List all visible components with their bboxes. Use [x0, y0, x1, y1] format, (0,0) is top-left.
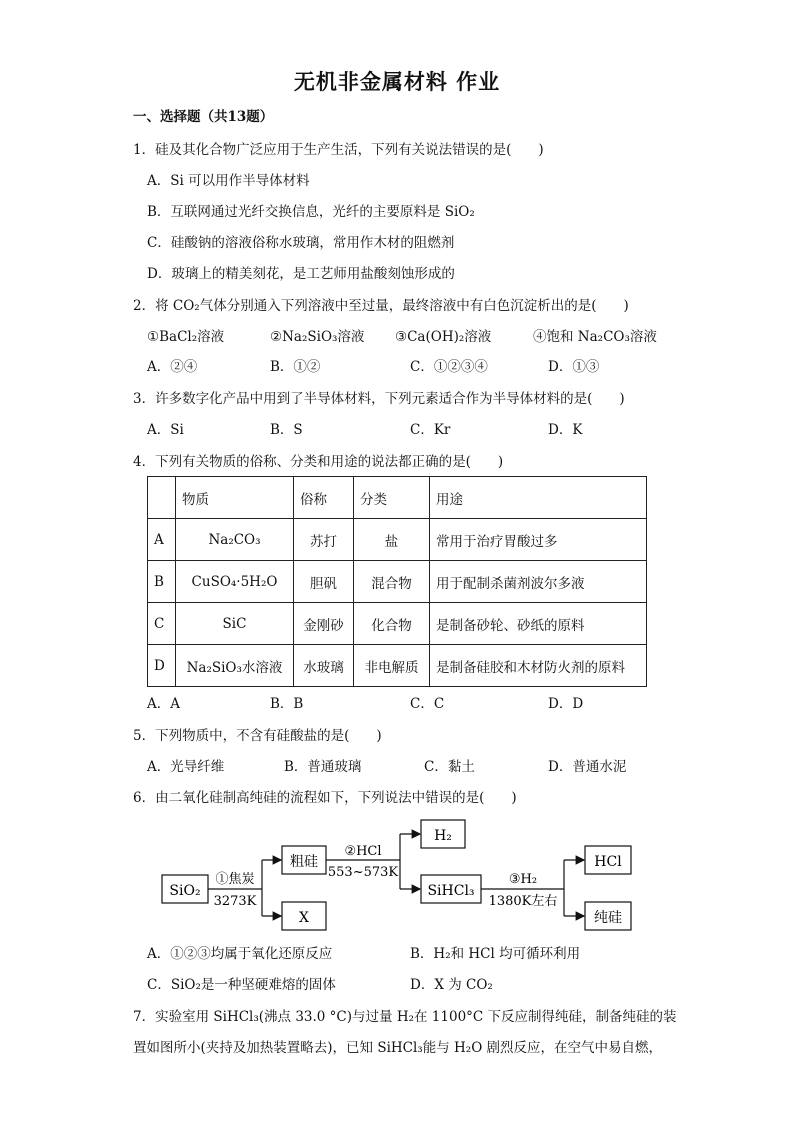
step1-condition: 3273K: [213, 894, 257, 909]
label-crude-si: 粗硅: [290, 854, 318, 870]
table-cell: 是制备硅胶和木材防火剂的原料: [430, 645, 647, 687]
table-header-cell: 用途: [430, 477, 647, 519]
label-x: X: [299, 910, 309, 926]
q5-stem: 5．下列物质中，不含有硅酸盐的是( ): [133, 728, 382, 744]
label-h2: H₂: [434, 828, 452, 844]
table-header-cell: [148, 477, 176, 519]
q2-option-b: B．①②: [270, 359, 321, 375]
label-hcl: HCl: [594, 854, 622, 870]
q2-option-d: D．①③: [548, 359, 600, 375]
q4-option-d: D．D: [548, 696, 584, 712]
table-cell: D: [148, 645, 176, 687]
table-cell: SiC: [176, 603, 294, 645]
q6-stem: 6．由二氧化硅制高纯硅的流程如下，下列说法中错误的是( ): [133, 790, 517, 806]
table-header-cell: 分类: [354, 477, 430, 519]
table-cell: Na₂SiO₃水溶液: [176, 645, 294, 687]
table-cell: 是制备砂轮、砂纸的原料: [430, 603, 647, 645]
q3-stem: 3．许多数字化产品中用到了半导体材料，下列元素适合作为半导体材料的是( ): [133, 391, 625, 407]
q3-option-d: D．K: [548, 422, 583, 438]
label-pure-si: 纯硅: [594, 910, 622, 926]
q2-solution-3: ③Ca(OH)₂溶液: [395, 329, 492, 345]
table-cell: CuSO₄·5H₂O: [176, 561, 294, 603]
table-cell: C: [148, 603, 176, 645]
q2-option-a: A．②④: [147, 359, 198, 375]
table-header-cell: 物质: [176, 477, 294, 519]
q1-option-b: B．互联网通过光纤交换信息，光纤的主要原料是 SiO₂: [147, 204, 475, 220]
step1-reagent: ①焦炭: [215, 872, 255, 887]
q4-option-c: C．C: [410, 696, 445, 712]
table-cell: 水玻璃: [294, 645, 354, 687]
table-cell: Na₂CO₃: [176, 519, 294, 561]
q6-flow-diagram: [155, 815, 645, 935]
q2-solution-1: ①BaCl₂溶液: [147, 329, 225, 345]
step2-reagent: ②HCl: [344, 844, 382, 859]
q1-option-a: A．Si 可以用作半导体材料: [147, 173, 310, 189]
q3-option-a: A．Si: [147, 422, 184, 438]
q1-option-c: C．硅酸钠的溶液俗称水玻璃，常用作木材的阻燃剂: [147, 235, 455, 251]
q5-option-b: B．普通玻璃: [284, 759, 362, 775]
q2-solution-4: ④饱和 Na₂CO₃溶液: [533, 329, 657, 345]
table-cell: 常用于治疗胃酸过多: [430, 519, 647, 561]
label-sihcl3: SiHCl₃: [427, 883, 475, 899]
q5-option-c: C．黏土: [424, 759, 475, 775]
q4-option-b: B．B: [270, 696, 304, 712]
table-cell: 苏打: [294, 519, 354, 561]
q5-option-d: D．普通水泥: [548, 759, 627, 775]
q3-option-b: B．S: [270, 422, 303, 438]
q7-line-2: 置如图所小(夹持及加热装置略去)，已知 SiHCl₃能与 H₂O 剧烈反应，在空气中易自燃，: [133, 1040, 663, 1056]
q1-option-d: D．玻璃上的精美刻花，是工艺师用盐酸刻蚀形成的: [147, 266, 455, 282]
q2-solution-2: ②Na₂SiO₃溶液: [270, 329, 365, 345]
q2-option-c: C．①②③④: [410, 359, 488, 375]
q5-option-a: A．光导纤维: [147, 759, 225, 775]
table-cell: B: [148, 561, 176, 603]
step3-condition: 1380K左右: [488, 894, 558, 909]
table-row: [148, 519, 647, 561]
label-sio2: SiO₂: [169, 883, 201, 899]
q4-option-a: A．A: [147, 696, 180, 712]
q6-option-b: B．H₂和 HCl 均可循环利用: [410, 946, 581, 962]
q7-line-1: 7．实验室用 SiHCl₃(沸点 33.0 °C)与过量 H₂在 1100°C 下反应制得纯硅，制备纯硅的装: [133, 1009, 677, 1025]
table-cell: A: [148, 519, 176, 561]
table-cell: 胆矾: [294, 561, 354, 603]
table-cell: 混合物: [354, 561, 430, 603]
table-row: [148, 603, 647, 645]
q4-stem: 4．下列有关物质的俗称、分类和用途的说法都正确的是( ): [133, 454, 504, 470]
table-cell: 非电解质: [354, 645, 430, 687]
q2-stem: 2．将 CO₂气体分别通入下列溶液中至过量，最终溶液中有白色沉淀析出的是( ): [133, 298, 629, 314]
section-heading: 一、选择题（共13题）: [133, 109, 274, 125]
step2-condition: 553~573K: [327, 865, 399, 880]
table-row: [148, 561, 647, 603]
table-cell: 用于配制杀菌剂波尔多液: [430, 561, 647, 603]
table-header-cell: 俗称: [294, 477, 354, 519]
page-title: 无机非金属材料 作业: [293, 69, 501, 94]
table-cell: 金刚砂: [294, 603, 354, 645]
table-row: [148, 645, 647, 687]
table-cell: 化合物: [354, 603, 430, 645]
q4-table: [147, 476, 647, 687]
q6-option-a: A．①②③均属于氧化还原反应: [147, 946, 333, 962]
q6-option-c: C．SiO₂是一种坚硬难熔的固体: [147, 977, 336, 993]
q6-option-d: D．X 为 CO₂: [410, 977, 493, 993]
step3-reagent: ③H₂: [508, 872, 538, 887]
q1-stem: 1．硅及其化合物广泛应用于生产生活，下列有关说法错误的是( ): [133, 142, 544, 158]
q3-option-c: C．Kr: [410, 422, 451, 438]
table-header-row: [148, 477, 647, 519]
table-cell: 盐: [354, 519, 430, 561]
